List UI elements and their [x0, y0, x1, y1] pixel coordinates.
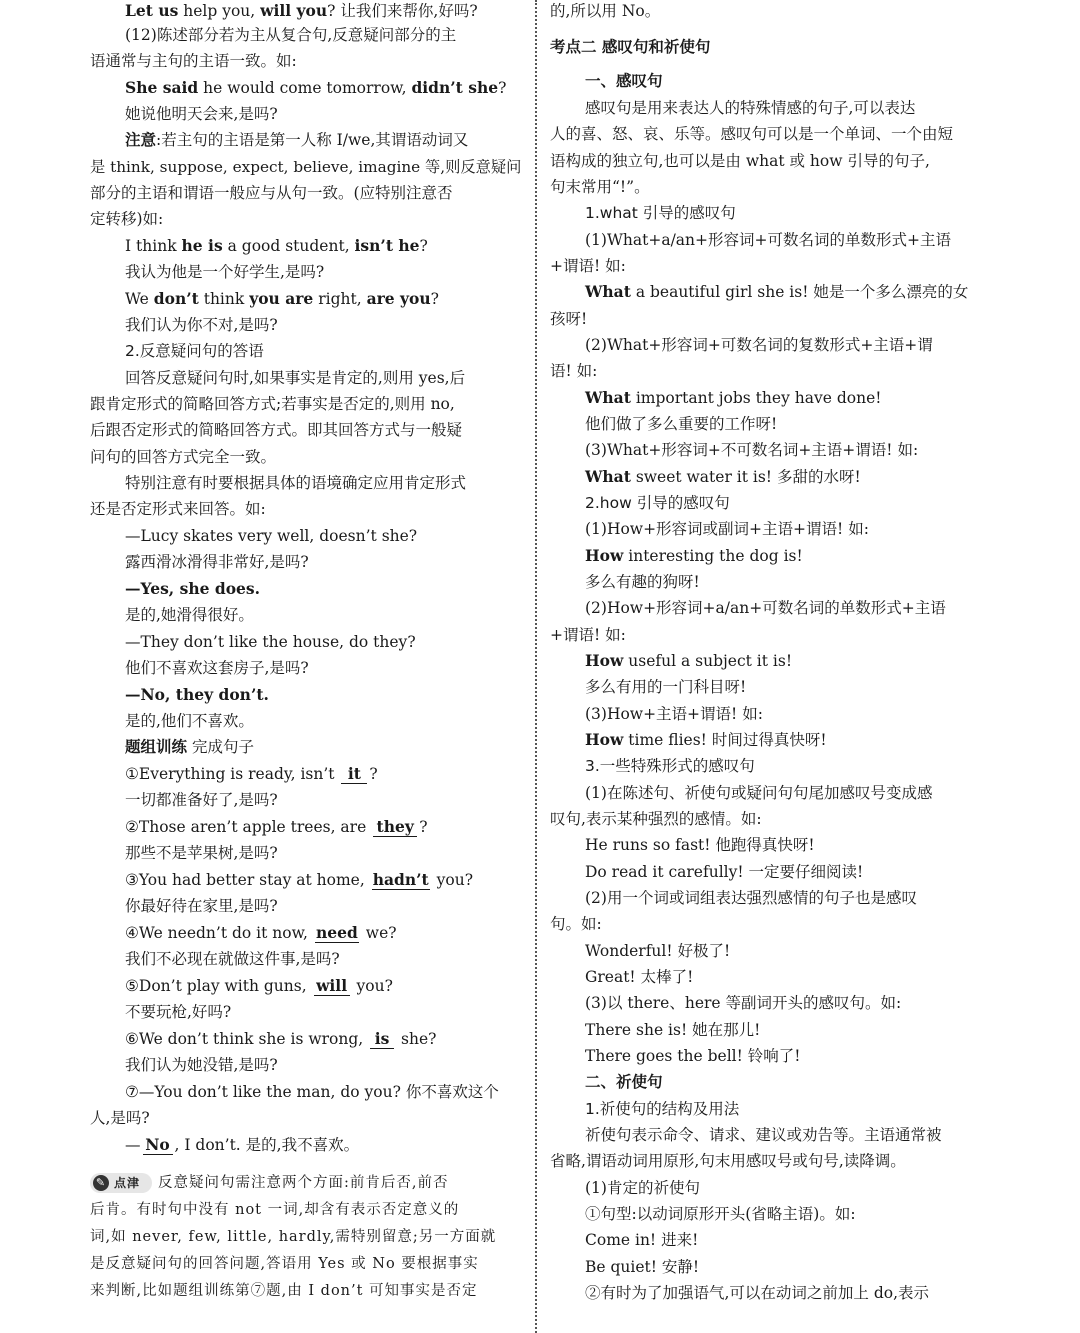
rule-line: 叹句,表示某种强烈的感情。如: — [550, 810, 762, 828]
section-heading: 3.一些特殊形式的感叹句 — [585, 757, 755, 775]
rule-line: 祈使句表示命令、请求、建议或劝告等。主语通常被 — [585, 1126, 942, 1144]
rule-line: (3)以 there、here 等副词开头的感叹句。如: — [585, 994, 902, 1012]
translation-line: 他们做了多么重要的工作呀! — [585, 415, 778, 433]
translation-line: 一切都准备好了,是吗? — [125, 791, 278, 809]
rule-line: 语通常与主句的主语一致。如: — [90, 52, 297, 70]
tip-line: ✎ 点津 反意疑问句需注意两个方面:前肯后否,前否 — [90, 1172, 449, 1194]
rule-line: 部分的主语和谓语一般应与从句一致。(应特别注意否 — [90, 184, 453, 202]
translation-line: 那些不是苹果树,是吗? — [125, 844, 278, 862]
example-line: Do read it carefully! 一定要仔细阅读! — [585, 863, 864, 881]
rule-line: 语构成的独立句,也可以是由 what 或 how 引导的句子, — [550, 152, 930, 170]
example-line: Wonderful! 好极了! — [585, 942, 731, 960]
example-line: Great! 太棒了! — [585, 968, 694, 986]
example-line: Come in! 进来! — [585, 1231, 699, 1249]
example-line: What important jobs they have done! — [585, 388, 882, 407]
example-line: —They don’t like the house, do they? — [125, 633, 416, 651]
rule-line: (2)用一个词或词组表达强烈感情的句子也是感叹 — [585, 889, 917, 907]
example-line: She said he would come tomorrow, didn’t she? — [125, 78, 507, 97]
exercise-item: ⑤Don’t play with guns, will you? — [125, 976, 393, 995]
translation-line: 你最好待在家里,是吗? — [125, 897, 278, 915]
example-line: What sweet water it is! 多甜的水呀! — [585, 467, 861, 486]
answer-blank: it — [341, 765, 367, 784]
rule-line: 还是否定形式来回答。如: — [90, 500, 266, 518]
example-line: 孩呀! — [550, 310, 588, 328]
rule-line: 句。如: — [550, 915, 602, 933]
example-line: —Lucy skates very well, doesn’t she? — [125, 527, 418, 545]
rule-line: 问句的回答方式完全一致。 — [90, 448, 277, 466]
rule-line: (2)What+形容词+可数名词的复数形式+主语+谓 — [585, 336, 933, 354]
rule-line: 特别注意有时要根据具体的语境确定应用肯定形式 — [125, 474, 467, 492]
translation-line: 是的,她滑得很好。 — [125, 606, 254, 624]
exercise-item: ③You had better stay at home, hadn’t you? — [125, 870, 474, 889]
rule-line: 后跟否定形式的简略回答方式。即其回答方式与一般疑 — [90, 421, 463, 439]
translation-line: 我们认为她没错,是吗? — [125, 1056, 278, 1074]
section-heading: 一、感叹句 — [585, 72, 663, 90]
example-line: What a beautiful girl she is! 她是一个多么漂亮的女 — [585, 282, 969, 301]
rule-line: ②有时为了加强语气,可以在动词之前加上 do,表示 — [585, 1284, 930, 1302]
example-line: —No, they don’t. — [125, 685, 269, 704]
section-heading: 1.what 引导的感叹句 — [585, 204, 736, 222]
example-line: I think he is a good student, isn’t he? — [125, 236, 428, 255]
tip-line: 词,如 never, few, little, hardly,需特别留意;另一方面就 — [90, 1229, 497, 1245]
answer-blank: hadn’t — [372, 870, 429, 889]
example-line: —Yes, she does. — [125, 579, 261, 598]
rule-line: 回答反意疑问句时,如果事实是肯定的,则用 yes,后 — [125, 369, 466, 387]
section-heading: 1.祈使句的结构及用法 — [585, 1100, 740, 1118]
answer-blank: will — [314, 977, 350, 996]
rule-line: 跟肯定形式的简略回答方式;若事实是否定的,则用 no, — [90, 395, 455, 413]
rule-line: (1)How+形容词或副词+主语+谓语! 如: — [585, 520, 869, 538]
exercise-item: ②Those aren’t apple trees, are they ? — [125, 817, 428, 836]
answer-blank: they — [373, 818, 417, 837]
rule-line: (2)How+形容词+a/an+可数名词的单数形式+主语 — [585, 599, 946, 617]
translation-line: 不要玩枪,好吗? — [125, 1003, 232, 1021]
translation-line: 他们不喜欢这套房子,是吗? — [125, 659, 309, 677]
example-line: How time flies! 时间过得真快呀! — [585, 730, 827, 749]
rule-line: (3)How+主语+谓语! 如: — [585, 705, 763, 723]
exercise-item: ⑦—You don’t like the man, do you? 你不喜欢这个 — [125, 1083, 499, 1101]
answer-blank: is — [370, 1030, 394, 1049]
tip-line: 来判断,比如题组训练第⑦题,由 I don’t 可知事实是否定 — [90, 1283, 478, 1299]
translation-line: 露西滑冰滑得非常好,是吗? — [125, 553, 309, 571]
example-line: How interesting the dog is! — [585, 546, 803, 565]
section-heading: 二、祈使句 — [585, 1073, 663, 1091]
translation-line: 我们认为你不对,是吗? — [125, 316, 278, 334]
exercise-item: ①Everything is ready, isn’t it ? — [125, 764, 378, 783]
rule-line: +谓语! 如: — [550, 626, 626, 644]
example-line: Let us help you, will you? 让我们来帮你,好吗? — [125, 1, 478, 20]
example-line: How useful a subject it is! — [585, 651, 793, 670]
tip-line: 后肯。有时句中没有 not 一词,却含有表示否定意义的 — [90, 1202, 460, 1218]
note-line: 注意:若主句的主语是第一人称 I/we,其谓语动词又 — [125, 130, 469, 149]
example-line: He runs so fast! 他跑得真快呀! — [585, 836, 815, 854]
answer-blank: No — [143, 1136, 173, 1155]
example-line: We don’t think you are right, are you? — [125, 289, 439, 308]
translation-line: 我们不必现在就做这件事,是吗? — [125, 950, 340, 968]
rule-line: 人的喜、怒、哀、乐等。感叹句可以是一个单词、一个由短 — [550, 125, 954, 143]
rule-line: (1)肯定的祈使句 — [585, 1179, 700, 1197]
rule-line: +谓语! 如: — [550, 257, 626, 275]
translation-line: 她说他明天会来,是吗? — [125, 105, 278, 123]
exercise-item: ⑥We don’t think she is wrong, is she? — [125, 1029, 437, 1048]
tip-line: 是反意疑问句的回答问题,答语用 Yes 或 No 要根据事实 — [90, 1256, 479, 1272]
lightbulb-icon: ✎ — [93, 1175, 109, 1191]
rule-line: ①句型:以动词原形开头(省略主语)。如: — [585, 1205, 856, 1223]
tip-line: 的,所以用 No。 — [550, 2, 661, 20]
rule-line: 定转移)如: — [90, 210, 164, 228]
rule-line: 感叹句是用来表达人的特殊情感的句子,可以表达 — [585, 99, 916, 117]
rule-line: (1)在陈述句、祈使句或疑问句句尾加感叹号变成感 — [585, 784, 933, 802]
translation-line: 多么有趣的狗呀! — [585, 573, 700, 591]
example-line: There goes the bell! 铃响了! — [585, 1047, 801, 1065]
example-line: There she is! 她在那儿! — [585, 1021, 761, 1039]
rule-line: 句末常用“!”。 — [550, 178, 650, 196]
column-divider — [535, 0, 537, 1333]
translation-line: 多么有用的一门科目呀! — [585, 678, 747, 696]
exercise-heading: 题组训练 完成句子 — [125, 738, 254, 756]
translation-line: 是的,他们不喜欢。 — [125, 712, 254, 730]
translation-line: 人,是吗? — [90, 1109, 150, 1127]
translation-line: 我认为他是一个好学生,是吗? — [125, 263, 325, 281]
rule-line: 是 think, suppose, expect, believe, imagine 等,则反意疑问 — [90, 158, 522, 176]
exercise-item: ④We needn’t do it now, need we? — [125, 923, 397, 942]
rule-line: (12)陈述部分若为主从复合句,反意疑问部分的主 — [125, 26, 457, 44]
rule-line: 语! 如: — [550, 362, 598, 380]
section-heading: 2.how 引导的感叹句 — [585, 494, 730, 512]
exercise-item: — No , I don’t. 是的,我不喜欢。 — [125, 1135, 360, 1154]
rule-line: (1)What+a/an+形容词+可数名词的单数形式+主语 — [585, 231, 951, 249]
rule-line: 省略,谓语动词用原形,句末用感叹号或句号,读降调。 — [550, 1152, 906, 1170]
answer-blank: need — [315, 923, 358, 942]
example-line: Be quiet! 安静! — [585, 1258, 700, 1276]
topic-heading: 考点二 感叹句和祈使句 — [550, 38, 711, 56]
rule-line: (3)What+形容词+不可数名词+主语+谓语! 如: — [585, 441, 919, 459]
tip-badge: ✎ 点津 — [90, 1173, 152, 1193]
section-heading: 2.反意疑问句的答语 — [125, 342, 264, 360]
